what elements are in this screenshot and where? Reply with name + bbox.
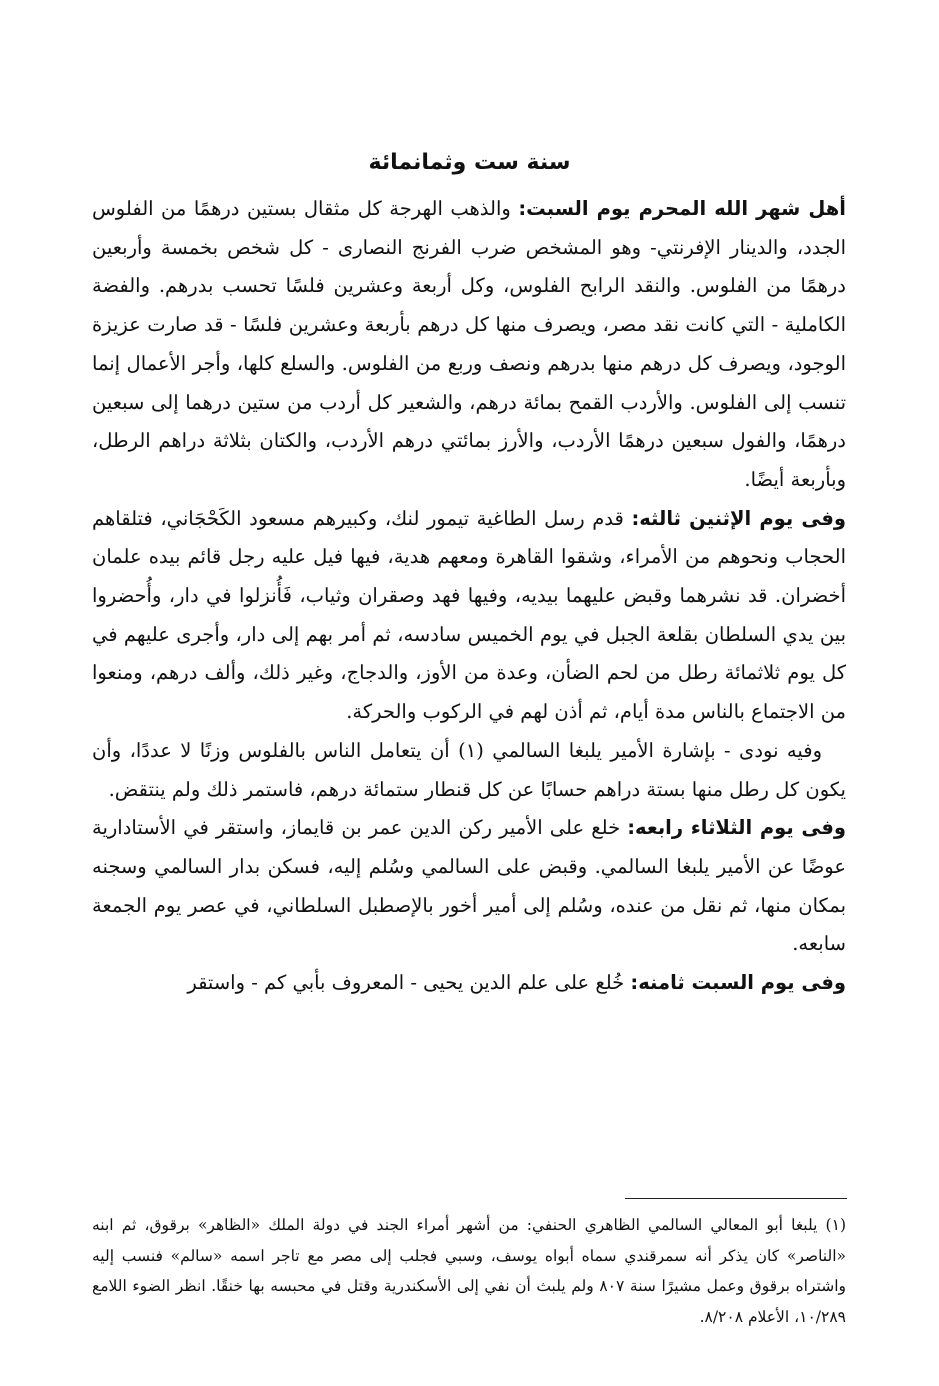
main-text [92,190,846,1003]
footnote-text: (١) يلبغا أبو المعالي السالمي الظاهري الحنفي: من أشهر أمراء الجند في دولة الملك «الظاهر» برقوق، ثم ابنه «الناصر» كان يذكر أنه سمرقندي سماه أبواه يوسف، وسبي فجلب إلى مصر مع تاجر اسمه «سالم» فنسب إليه واشتراه برقوق وعمل مشيرًا سنة ٨٠٧ ولم يلبث أن نفي إلى الأسكندرية وقتل في محبسه بها خنقًا. انظر الضوء اللامع ١٠/٢٨٩، الأعلام ٨/٢٠٨. [92,1216,846,1326]
footnote [92,1210,846,1332]
paragraph-lead: أهل شهر الله المحرم يوم السبت: [518,197,846,220]
paragraph-text: وفيه نودى - بإشارة الأمير يلبغا السالمي (١) أن يتعامل الناس بالفلوس وزنًا لا عددًا، وأن يكون كل رطل منها بستة دراهم حسابًا عن كل قنطار ستمائة درهم، فاستمر ذلك ولم ينتقض. [92,738,846,801]
paragraph-2 [92,500,846,732]
paragraph-4 [92,809,846,964]
paragraph-3 [92,732,846,809]
footnote-separator [625,1198,847,1199]
paragraph-1 [92,190,846,500]
paragraph-lead: وفى يوم الثلاثاء رابعه: [627,816,846,840]
paragraph-text: والذهب الهرجة كل مثقال بستين درهمًا من الفلوس الجدد، والدينار الإفرنتي- وهو المشخص ضرب الفرنج النصارى - كل شخص بخمسة وأربعين درهمًا من الفلوس. والنقد الرابح الفلوس، وكل أربعة وعشرين فلسًا تحسب بدرهم. والفضة الكاملية - التي كانت نقد مصر، ويصرف منها كل درهم بأربعة وعشرين فلسًا - قد صارت عزيزة الوجود، ويصرف كل درهم منها بدرهم ونصف وربع من الفلوس. والسلع كلها، وأجر الأعمال إنما تنسب إلى الفلوس. والأردب القمح بمائة درهم، والشعير كل أردب من ستين درهما إلى سبعين درهمًا، والفول سبعين درهمًا الأردب، والأرز بمائتي درهم الأردب، والكتان بثلاثة دراهم الرطل، وبأربعة أيضًا. [92,197,846,491]
paragraph-text: قدم رسل الطاغية تيمور لنك، وكبيرهم مسعود الكَحْجَاني، فتلقاهم الحجاب ونحوهم من الأمراء، وشقوا القاهرة ومعهم هدية، فيها فيل عليه رجل قائم بيده علمان أخضران. قد نشرهما وقبض عليهما بيديه، وفيها فهد وصقران وثياب، فَأُنزلوا في دار، وأُحضروا بين يدي السلطان بقلعة الجبل في يوم الخميس سادسه، ثم أمر بهم إلى دار، وأجرى عليهم في كل يوم ثلاثمائة رطل من لحم الضأن، وعدة من الأوز، والدجاج، وغير ذلك، وألف درهم، ومنعوا من الاجتماع بالناس مدة أيام، ثم أذن لهم في الركوب والحركة. [92,506,846,724]
paragraph-lead: وفى يوم السبت ثامنه: [630,971,846,995]
paragraph-text: خلع على الأمير ركن الدين عمر بن قايماز، واستقر في الأستادارية عوضًا عن الأمير يلبغا السالمي. وقبض على السالمي وسُلم إليه، فسكن بدار السالمي وسجنه بمكان منها، ثم نقل من عنده، وسُلم إلى أمير أخور بالإصطبل السلطاني، في عصر يوم الجمعة سابعه. [92,816,846,956]
page-title: سنة ست وثمانمائة [368,150,571,175]
paragraph-text: خُلع على علم الدين يحيى - المعروف بأبي كم - واستقر [187,971,631,995]
paragraph-5 [92,964,846,1003]
paragraph-lead: وفى يوم الإثنين ثالثه: [631,506,847,530]
